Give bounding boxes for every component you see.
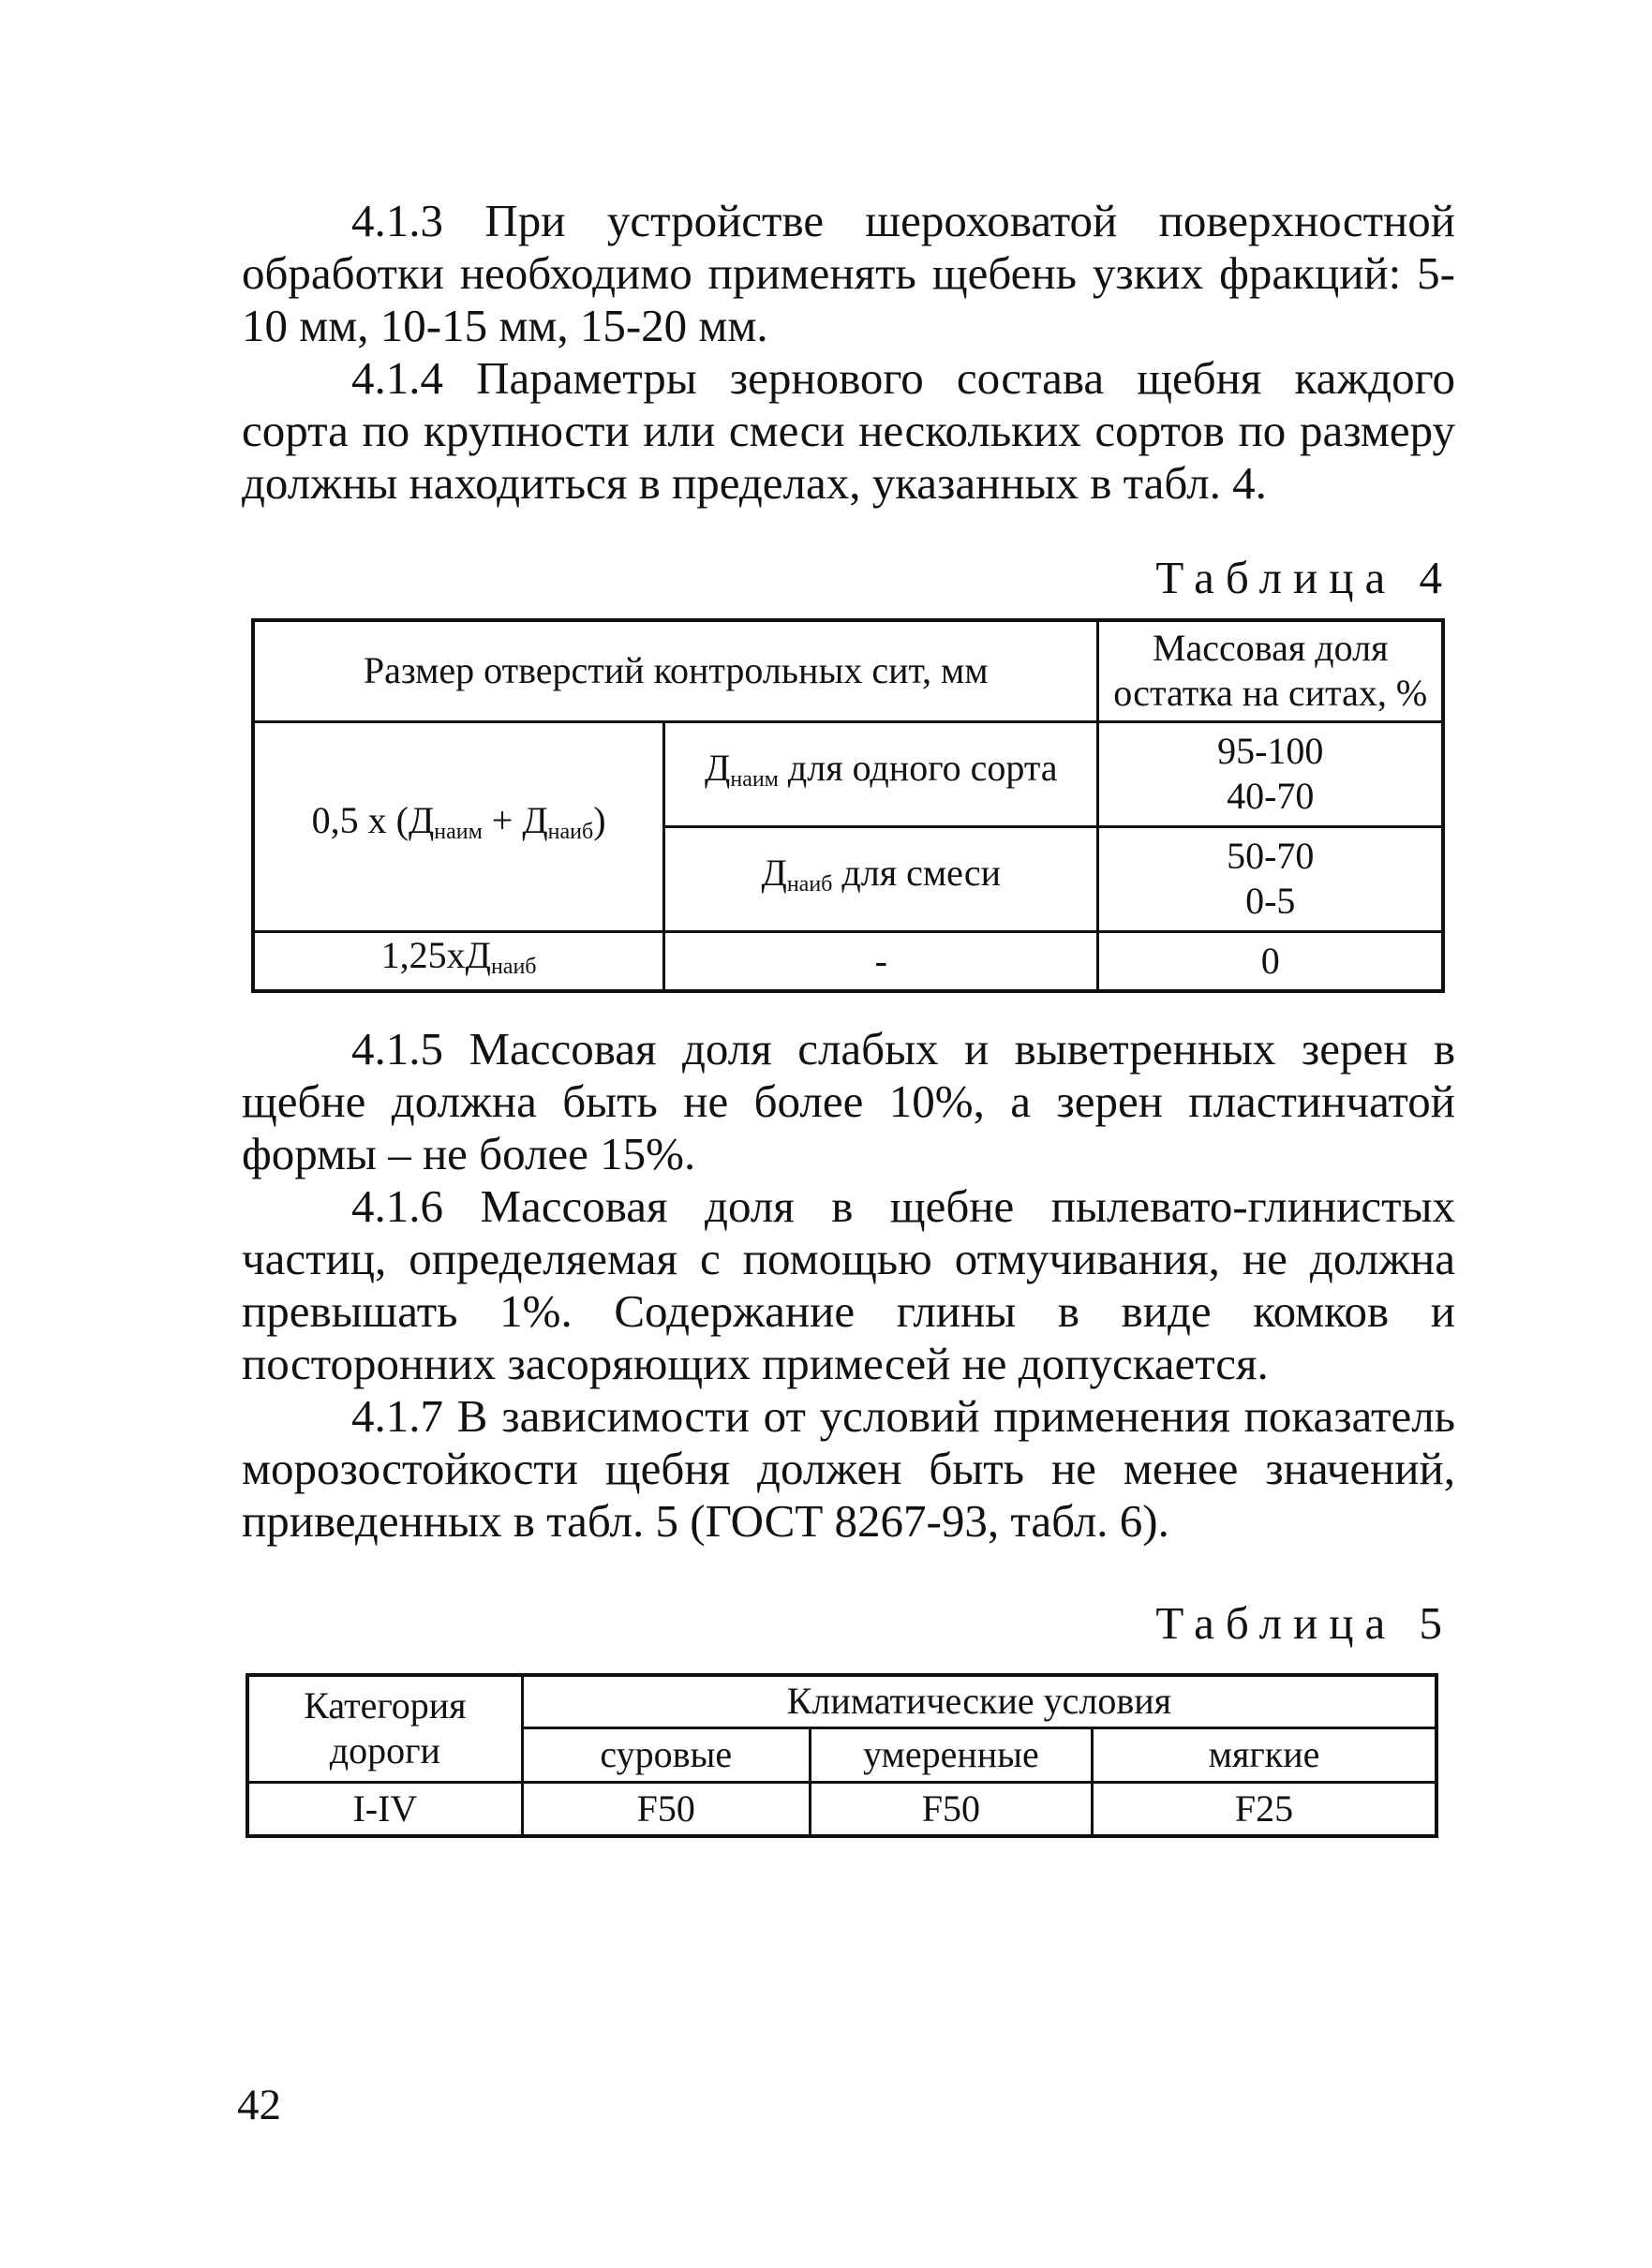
- sub-b-subscript: наиб: [786, 872, 833, 897]
- table-5-col-severe: суровые: [522, 1727, 810, 1782]
- table-4-header-size: Размер отверстий контрольных сит, мм: [253, 620, 1098, 721]
- table-4-values-single-sort: [1098, 721, 1443, 826]
- table-4-size-125: [253, 931, 664, 991]
- formula-subscript-max: наиб: [547, 820, 594, 844]
- size-125-subscript: наиб: [490, 954, 537, 979]
- table-4-caption: Таблица 4: [1155, 552, 1453, 603]
- value-b-line1: 50-70: [1227, 835, 1315, 877]
- table-4-sub-mixture: [664, 826, 1098, 931]
- paragraph-4-1-4: 4.1.4 Параметры зернового состава щебня каждого сорта по крупности или смеси нескольких сортов по размеру должны находиться в пределах, указанных в табл. 4.: [242, 352, 1455, 509]
- table-4-formula-cell: [253, 721, 664, 931]
- paragraph-4-1-5: 4.1.5 Массовая доля слабых и выветренных зерен в щебне должна быть не более 10%, а зерен пластинчатой формы – не более 15%.: [242, 1023, 1455, 1179]
- table-4-header-mass-line1: Массовая доля: [1152, 627, 1389, 670]
- table-4-header-mass-line2: остатка на ситах, %: [1113, 672, 1428, 715]
- table-5-caption: Таблица 5: [1155, 1597, 1453, 1649]
- category-header-line2: дороги: [329, 1729, 440, 1772]
- table-4: [251, 618, 1445, 993]
- table-4-header-mass: [1098, 620, 1443, 721]
- table-5: [246, 1673, 1438, 1838]
- table-5-header-climate: Климатические условия: [522, 1675, 1436, 1727]
- sub-a-suffix: для одного сорта: [778, 747, 1058, 789]
- value-b-line2: 0-5: [1245, 880, 1296, 922]
- sub-a-prefix: Д: [705, 747, 731, 789]
- value-a-line1: 95-100: [1217, 730, 1324, 772]
- paragraph-4-1-3: 4.1.3 При устройстве шероховатой поверхностной обработки необходимо применять щебень узких фракций: 5-10 мм, 10-15 мм, 15-20 мм.: [242, 195, 1455, 351]
- table-4-middle-dash: -: [664, 931, 1098, 991]
- sub-b-prefix: Д: [761, 852, 787, 894]
- formula-mid: + Д: [482, 799, 548, 841]
- sub-a-subscript: наим: [730, 767, 779, 792]
- table-5-header-category: [247, 1675, 522, 1782]
- table-5-col-mild: мягкие: [1093, 1727, 1436, 1782]
- table-5-row-category: I-IV: [247, 1782, 522, 1836]
- table-4-sub-single-sort: [664, 721, 1098, 826]
- paragraph-4-1-7: 4.1.7 В зависимости от условий применения показатель морозостойкости щебня должен быть не менее значений, приведенных в табл. 5 (ГОСТ 8267-93, табл. 6).: [242, 1390, 1455, 1547]
- formula-suffix: ): [593, 799, 606, 841]
- sub-b-suffix: для смеси: [832, 852, 1002, 894]
- category-header-line1: Категория: [304, 1684, 467, 1727]
- table-5-value-mild: F25: [1093, 1782, 1436, 1836]
- paragraph-4-1-6: 4.1.6 Массовая доля в щебне пылевато-глинистых частиц, определяемая с помощью отмучивания, не должна превышать 1%. Содержание глины в виде комков и посторонних засоряющих примесей не допускается.: [242, 1180, 1455, 1389]
- value-a-line2: 40-70: [1227, 775, 1315, 817]
- formula-subscript-min: наим: [434, 820, 483, 844]
- table-4-values-mixture: [1098, 826, 1443, 931]
- table-5-value-moderate: F50: [810, 1782, 1092, 1836]
- table-5-col-moderate: умеренные: [810, 1727, 1092, 1782]
- size-125-prefix: 1,25хД: [380, 933, 491, 976]
- page-number: 42: [237, 2081, 281, 2129]
- table-4-value-zero: 0: [1098, 931, 1443, 991]
- formula-prefix: 0,5 х (Д: [311, 799, 435, 841]
- table-5-value-severe: F50: [522, 1782, 810, 1836]
